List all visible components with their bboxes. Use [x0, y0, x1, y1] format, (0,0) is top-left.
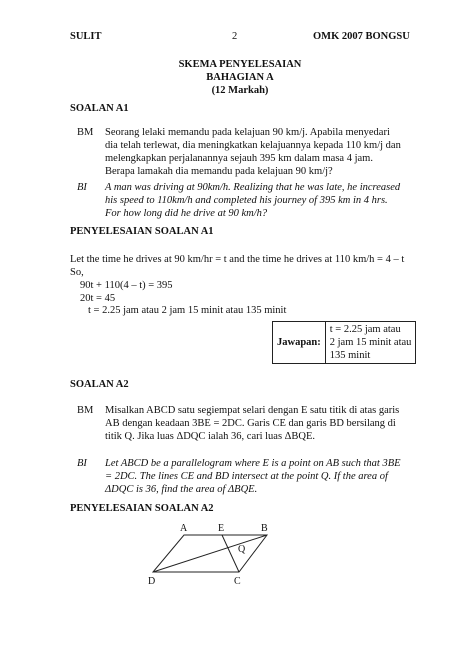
answer-label: Jawapan: [273, 322, 326, 364]
a1-solution-heading: PENYELESAIAN SOALAN A1 [70, 226, 214, 237]
point-label-q: Q [238, 544, 246, 555]
header-left: SULIT [70, 31, 102, 42]
a1-solution-line: 90t + 110(4 – t) = 395 [80, 280, 173, 291]
a1-bi-label: BI [77, 182, 87, 193]
line-bd [153, 535, 267, 572]
vertex-label-a: A [180, 523, 188, 534]
a1-heading: SOALAN A1 [70, 103, 129, 114]
answer-line: 2 jam 15 minit atau [329, 337, 412, 349]
a1-solution-line: Let the time he drives at 90 km/hr = t and the time he drives at 110 km/h = 4 – t [70, 254, 405, 265]
vertex-label-d: D [148, 576, 156, 587]
answer-line: 135 minit [329, 350, 371, 362]
title-line-3: (12 Markah) [211, 85, 269, 97]
vertex-label-b: B [261, 523, 268, 534]
a1-bm-text: Seorang lelaki memandu pada kelajuan 90 km/j. Apabila menyedari dia telah terlewat, dia meningkatkan kelajuannya kepada 110 km/j dan melengkapkan perjalanannya sejauh 395 km dalam masa 4 jam. Berapa lamakah dia memandu pada kelajuan 90 km/j? [105, 127, 401, 178]
a2-solution-heading: PENYELESAIAN SOALAN A2 [70, 503, 214, 514]
point-label-e: E [218, 523, 225, 534]
answer-box [272, 321, 416, 364]
a2-bi-label: BI [77, 458, 87, 469]
a1-solution-line: So, [70, 267, 84, 278]
a2-bm-text: Misalkan ABCD satu segiempat selari dengan E satu titik di atas garis AB dengan keadaan 3BE = 2DC. Garis CE dan garis BD bersilang di titik Q. Jika luas ΔDQC ialah 36, cari luas ΔBQE. [105, 405, 400, 443]
parallelogram-diagram [140, 520, 300, 590]
a2-heading: SOALAN A2 [70, 379, 129, 390]
a2-bm-label: BM [77, 405, 94, 416]
vertex-label-c: C [234, 576, 241, 587]
title-line-1: SKEMA PENYELESAIAN [178, 59, 302, 70]
line-ce [222, 535, 239, 572]
answer-value [325, 322, 416, 364]
title-line-2: BAHAGIAN A [206, 72, 274, 84]
title-block [150, 58, 330, 97]
header-right: OMK 2007 BONGSU [313, 31, 410, 42]
answer-line: t = 2.25 jam atau [329, 324, 401, 335]
a1-solution-line: t = 2.25 jam atau 2 jam 15 minit atau 135 minit [88, 305, 287, 316]
a1-solution-line: 20t = 45 [80, 293, 116, 304]
page-number: 2 [232, 31, 238, 42]
a1-bi-text: A man was driving at 90km/h. Realizing that he was late, he increased his speed to 110km/h and completed his journey of 395 km in 4 hrs. For how long did he drive at 90 km/h? [105, 182, 401, 220]
a1-bm-label: BM [77, 127, 94, 138]
a2-bi-text: Let ABCD be a parallelogram where E is a point on AB such that 3BE = 2DC. The lines CE and BD intersect at the point Q. If the area of ΔDQC is 36, find the area of ΔBQE. [105, 458, 401, 496]
